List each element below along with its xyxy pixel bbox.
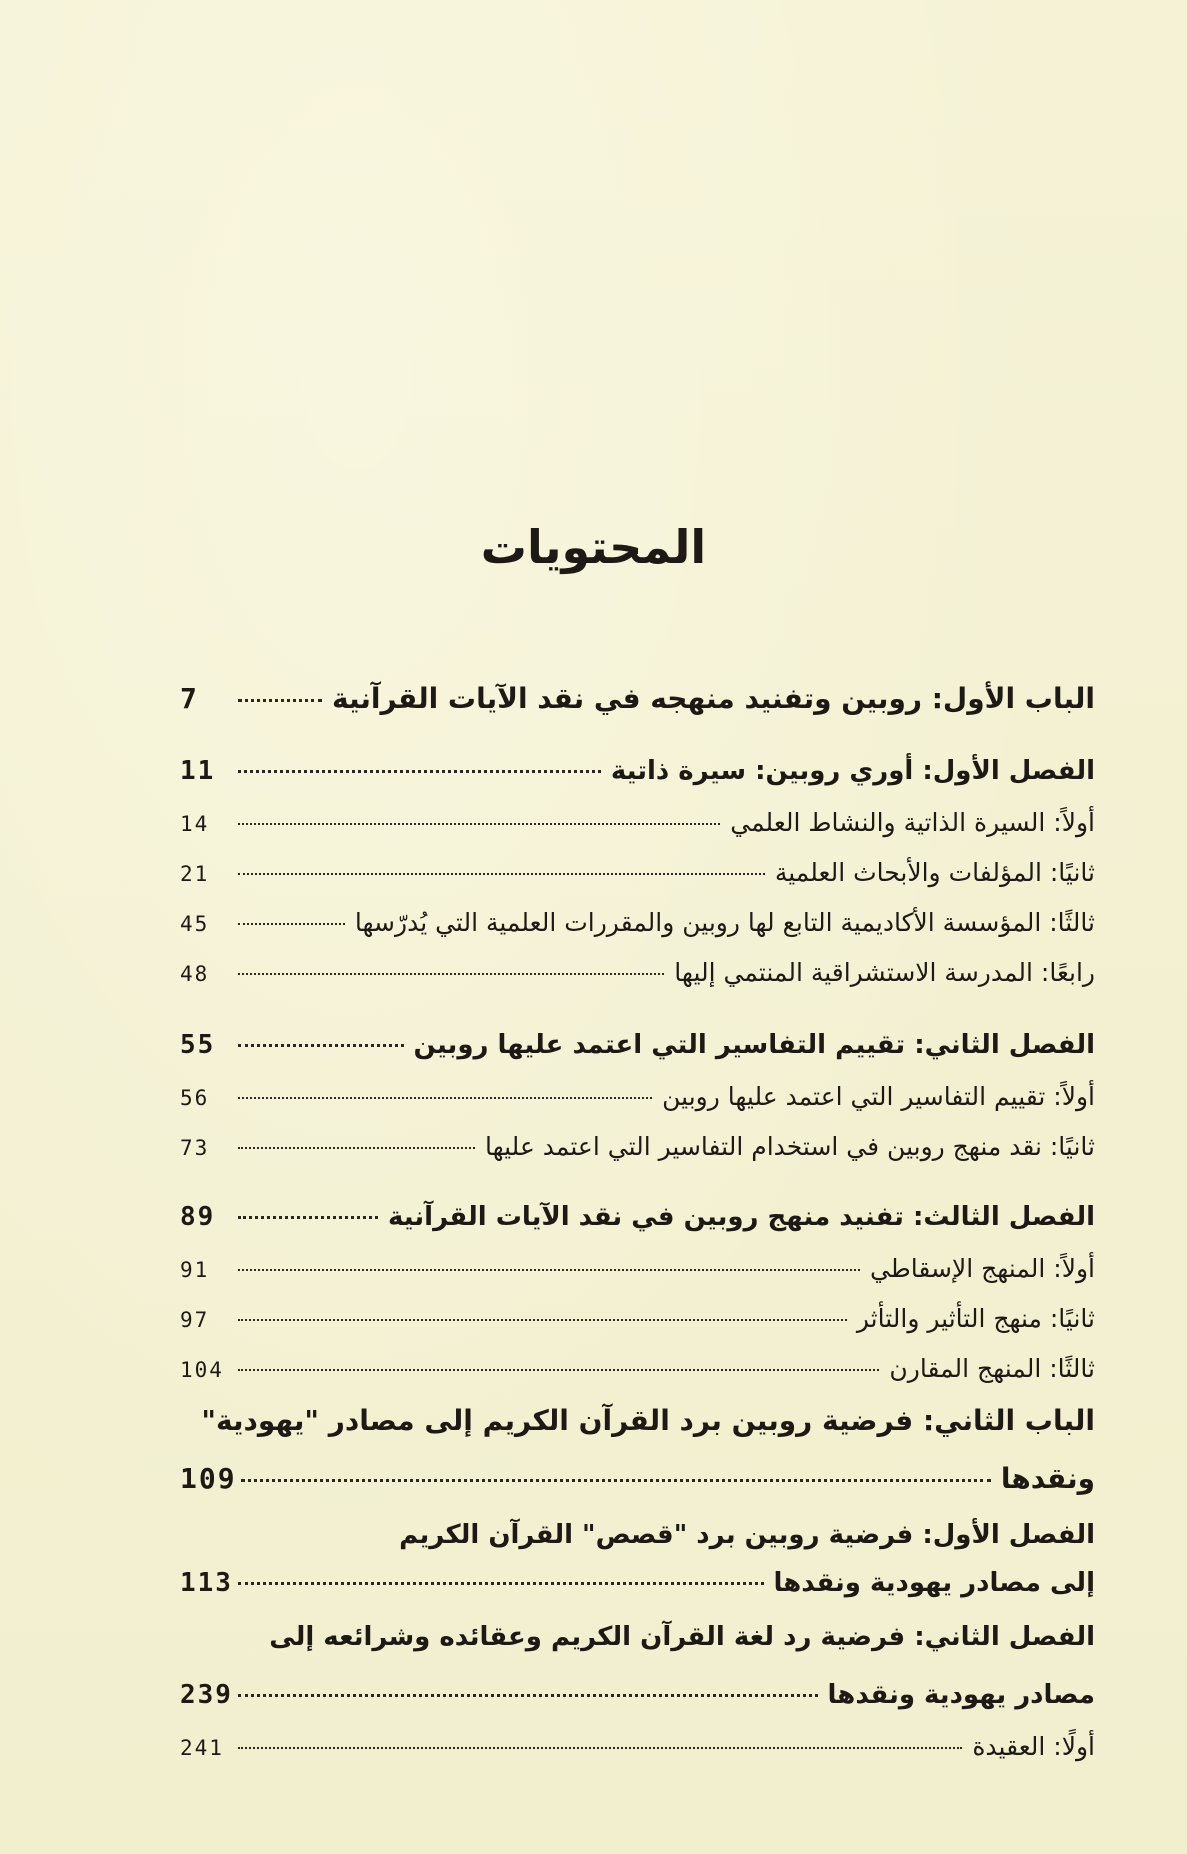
toc-entry-text: ثالثًا: المؤسسة الأكاديمية التابع لها روبين والمقررات العلمية التي يُدرّسها xyxy=(354,908,1095,937)
toc-entry-text: ثانيًا: منهج التأثير والتأثر xyxy=(856,1304,1095,1333)
toc-entry-text: أولاً: المنهج الإسقاطي xyxy=(870,1254,1095,1283)
toc-page-number: 21 xyxy=(180,862,210,886)
toc-entry-section[interactable] xyxy=(180,958,1095,987)
toc-entry-section[interactable] xyxy=(180,808,1095,837)
toc-entry-section[interactable] xyxy=(180,1304,1095,1333)
toc-entry-text: الفصل الأول: أوري روبين: سيرة ذاتية xyxy=(610,756,1095,786)
toc-entry-text: ثانيًا: المؤلفات والأبحاث العلمية xyxy=(774,858,1095,887)
toc-entry-part-2-line1[interactable]: الباب الثاني: فرضية روبين برد القرآن الكريم إلى مصادر "يهودية" xyxy=(201,1404,1095,1437)
leader-dots xyxy=(238,1301,847,1321)
toc-entry-chapter[interactable] xyxy=(180,1568,1095,1598)
leader-dots xyxy=(238,1079,652,1099)
toc-entry-section[interactable] xyxy=(180,1082,1095,1111)
toc-entry-text: رابعًا: المدرسة الاستشراقية المنتمي إليها xyxy=(674,958,1095,987)
toc-entry-chapter[interactable] xyxy=(180,1680,1095,1710)
toc-page-number: 91 xyxy=(180,1258,210,1282)
toc-entry-part-1[interactable] xyxy=(180,682,1095,715)
leader-dots xyxy=(238,1251,860,1271)
toc-entry-text: الباب الأول: روبين وتفنيد منهجه في نقد الآيات القرآنية xyxy=(331,682,1095,715)
toc-entry-section[interactable] xyxy=(180,1254,1095,1283)
leader-dots xyxy=(238,905,345,925)
toc-page-number: 11 xyxy=(180,756,216,786)
toc-page-number: 55 xyxy=(180,1030,216,1060)
page-title: المحتويات xyxy=(480,520,707,574)
toc-entry-text: ثالثًا: المنهج المقارن xyxy=(889,1354,1095,1383)
toc-entry-chapter[interactable] xyxy=(180,756,1095,786)
toc-entry-chapter-line1[interactable]: الفصل الثاني: فرضية رد لغة القرآن الكريم وعقائده وشرائعه إلى xyxy=(269,1622,1095,1652)
toc-entry-section[interactable] xyxy=(180,1132,1095,1161)
toc-page-number: 113 xyxy=(180,1568,233,1598)
leader-dots xyxy=(238,1198,378,1219)
toc-page-number: 241 xyxy=(180,1736,224,1760)
toc-page-number: 56 xyxy=(180,1086,210,1110)
toc-entry-text: أولًا: العقيدة xyxy=(972,1732,1095,1761)
toc-entry-text: ثانيًا: نقد منهج روبين في استخدام التفاسير التي اعتمد عليها xyxy=(484,1132,1095,1161)
toc-entry-section[interactable] xyxy=(180,1354,1095,1383)
leader-dots xyxy=(238,1676,818,1697)
toc-entry-chapter[interactable] xyxy=(180,1202,1095,1232)
toc-page-number: 48 xyxy=(180,962,210,986)
leader-dots xyxy=(238,1729,962,1749)
leader-dots xyxy=(238,805,720,825)
toc-entry-chapter[interactable] xyxy=(180,1030,1095,1060)
toc-entry-text: الفصل الثاني: تقييم التفاسير التي اعتمد عليها روبين xyxy=(413,1030,1095,1060)
toc-page-number: 7 xyxy=(180,682,199,715)
toc-page-number: 14 xyxy=(180,812,210,836)
leader-dots xyxy=(238,752,601,773)
toc-entry-section[interactable] xyxy=(180,858,1095,887)
leader-dots xyxy=(238,1564,764,1585)
toc-entry-part-2[interactable] xyxy=(180,1462,1095,1495)
toc-entry-text: إلى مصادر يهودية ونقدها xyxy=(773,1568,1095,1598)
toc-page-number: 104 xyxy=(180,1358,224,1382)
toc-entry-text: ونقدها xyxy=(1000,1462,1095,1495)
toc-page-number: 97 xyxy=(180,1308,210,1332)
leader-dots xyxy=(241,1461,991,1482)
toc-page-number: 239 xyxy=(180,1680,233,1710)
toc-entry-text: الفصل الثالث: تفنيد منهج روبين في نقد الآيات القرآنية xyxy=(388,1202,1095,1232)
toc-page-number: 73 xyxy=(180,1136,210,1160)
leader-dots xyxy=(238,681,322,702)
leader-dots xyxy=(238,855,765,875)
toc-page-number: 45 xyxy=(180,912,210,936)
toc-entry-text: أولاً: تقييم التفاسير التي اعتمد عليها روبين xyxy=(662,1082,1095,1111)
leader-dots xyxy=(238,1026,404,1047)
toc-page-number: 89 xyxy=(180,1202,216,1232)
toc-page-number: 109 xyxy=(180,1462,237,1495)
toc-entry-section[interactable] xyxy=(180,1732,1095,1761)
toc-entry-text: مصادر يهودية ونقدها xyxy=(827,1680,1095,1710)
leader-dots xyxy=(238,955,664,975)
toc-entry-chapter-line1[interactable]: الفصل الأول: فرضية روبين برد "قصص" القرآن الكريم xyxy=(399,1520,1095,1550)
toc-entry-section[interactable] xyxy=(180,908,1095,937)
leader-dots xyxy=(238,1129,475,1149)
toc-entry-text: أولاً: السيرة الذاتية والنشاط العلمي xyxy=(730,808,1095,837)
leader-dots xyxy=(238,1351,879,1371)
